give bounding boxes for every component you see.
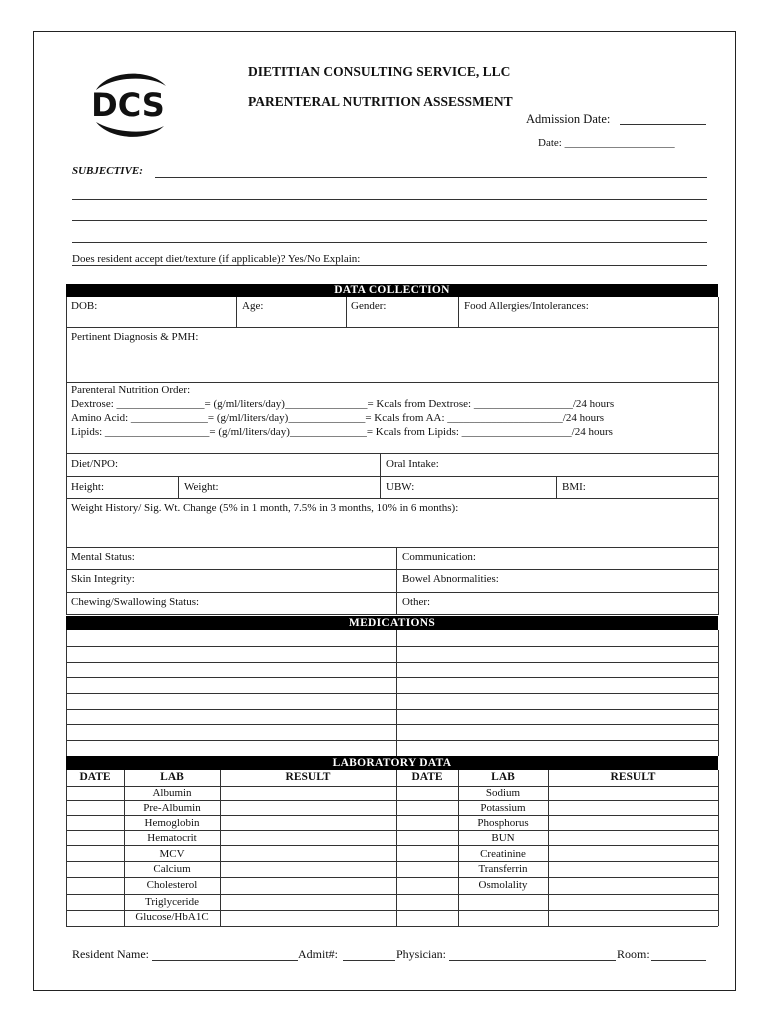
oral-intake-field[interactable]: Oral Intake: [386,458,439,470]
lab-row-line [66,800,718,801]
lab-name-right: Potassium [480,802,526,814]
lab-name-right: Sodium [485,787,521,799]
logo-text: DCS [91,86,165,124]
weight-history-field[interactable]: Weight History/ Sig. Wt. Change (5% in 1 month, 7.5% in 3 months, 10% in 6 months): [71,502,459,514]
dc-col-line [380,453,381,498]
medications-header: MEDICATIONS [66,616,718,630]
lab-col-header-result-left: RESULT [285,771,331,783]
lab-name-left: Triglyceride [145,896,199,908]
lab-row-line [66,845,718,846]
bowel-field[interactable]: Bowel Abnormalities: [402,573,499,585]
subjective-line-1[interactable] [155,177,707,178]
med-row[interactable] [66,724,718,725]
data-collection-header: DATA COLLECTION [66,284,718,297]
physician-field[interactable] [449,960,616,961]
dc-col-line [178,476,179,498]
dob-field[interactable]: DOB: [71,300,98,312]
lab-col-line [396,770,397,926]
lab-name-right: BUN [491,832,515,844]
subjective-line-2[interactable] [72,199,707,200]
med-row[interactable] [66,693,718,694]
company-name: DIETITIAN CONSULTING SERVICE, LLC [248,64,511,79]
physician-label: Physician: [396,947,446,961]
med-row[interactable] [66,662,718,663]
admit-field[interactable] [343,960,395,961]
chewing-field[interactable]: Chewing/Swallowing Status: [71,596,200,608]
food-allergies-field[interactable]: Food Allergies/Intolerances: [464,300,589,312]
lab-name-left: Hematocrit [147,832,197,844]
dextrose-line[interactable]: Dextrose: ________________= (g/ml/liters/day)_______________= Kcals from Dextrose: __________________/24 hours [71,398,615,410]
bmi-field[interactable]: BMI: [562,481,586,493]
dc-border-right [718,297,719,615]
lab-col-header-date-right: DATE [411,771,443,783]
skin-integrity-field[interactable]: Skin Integrity: [71,573,135,585]
accept-diet-line[interactable] [72,265,707,266]
lab-row-line [66,877,718,878]
diagnosis-field[interactable]: Pertinent Diagnosis & PMH: [71,331,199,343]
dc-row-line [66,592,718,593]
dcs-logo [82,66,174,144]
admit-label: Admit#: [298,947,339,961]
med-row[interactable] [66,709,718,710]
lab-name-right: Transferrin [478,863,528,875]
lab-name-right: Phosphorus [477,817,529,829]
lab-name-left: Pre-Albumin [143,802,201,814]
date-field[interactable]: Date: ____________________ [538,137,675,149]
med-row[interactable] [66,677,718,678]
resident-name-field[interactable] [152,960,298,961]
other-field[interactable]: Other: [402,596,431,608]
room-field[interactable] [651,960,706,961]
dc-col-line [458,297,459,327]
lab-name-left: Cholesterol [146,879,198,891]
dc-row-line [66,453,718,454]
dc-row-line [66,476,718,477]
lipids-line[interactable]: Lipids: ___________________= (g/ml/liters/day)______________= Kcals from Lipids: ____________________/24 hours [71,426,613,438]
resident-name-label: Resident Name: [72,947,149,961]
dc-row-line [66,327,718,328]
lab-name-left: Albumin [152,787,192,799]
admission-date-label: Admission Date: [526,112,611,126]
lab-name-left: MCV [159,848,185,860]
mental-status-field[interactable]: Mental Status: [71,551,135,563]
lab-row-line [66,926,718,927]
lab-col-line [548,770,549,926]
dc-row-line [66,569,718,570]
subjective-line-4[interactable] [72,242,707,243]
communication-field[interactable]: Communication: [402,551,476,563]
weight-field[interactable]: Weight: [184,481,219,493]
amino-acid-line[interactable]: Amino Acid: ______________= (g/ml/liters/day)______________= Kcals from AA: _____________________/24 hours [71,412,605,424]
med-border-right [718,630,719,756]
subjective-label-text: SUBJECTIVE: [72,165,143,177]
subjective-line-3[interactable] [72,220,707,221]
dc-col-line [556,476,557,498]
subjective-label [72,165,143,177]
lab-col-line [220,770,221,926]
lab-name-right: Osmolality [478,879,528,891]
admission-date-field[interactable] [620,124,706,125]
med-row[interactable] [66,740,718,741]
diet-npo-field[interactable]: Diet/NPO: [71,458,119,470]
ubw-field[interactable]: UBW: [386,481,415,493]
dc-row-line [66,614,718,615]
lab-col-header-lab-left: LAB [160,771,184,783]
med-row[interactable] [66,646,718,647]
dc-row-line [66,498,718,499]
dc-col-line [346,297,347,327]
lab-row-line [66,830,718,831]
dc-row-line [66,547,718,548]
lab-header: LABORATORY DATA [66,756,718,770]
lab-row-line [66,894,718,895]
lab-name-left: Hemoglobin [144,817,200,829]
dc-col-line [236,297,237,327]
height-field[interactable]: Height: [71,481,104,493]
lab-row-line [66,861,718,862]
lab-col-header-result-right: RESULT [610,771,656,783]
pn-order-label: Parenteral Nutrition Order: [71,384,191,396]
age-field[interactable]: Age: [242,300,264,312]
lab-col-header-date-left: DATE [79,771,111,783]
dc-border-left [66,297,67,615]
dc-row-line [66,382,718,383]
lab-name-left: Glucose/HbA1C [135,911,209,923]
lab-border-left [66,770,67,926]
lab-name-right: Creatinine [480,848,526,860]
gender-field[interactable]: Gender: [351,300,387,312]
accept-diet-question: Does resident accept diet/texture (if applicable)? Yes/No Explain: [72,253,361,265]
dc-col-line [396,547,397,614]
lab-row-line [66,815,718,816]
form-title: PARENTERAL NUTRITION ASSESSMENT [248,94,513,109]
room-label: Room: [617,947,650,961]
lab-name-left: Calcium [153,863,191,875]
lab-col-header-lab-right: LAB [491,771,515,783]
lab-border-right [718,770,719,926]
